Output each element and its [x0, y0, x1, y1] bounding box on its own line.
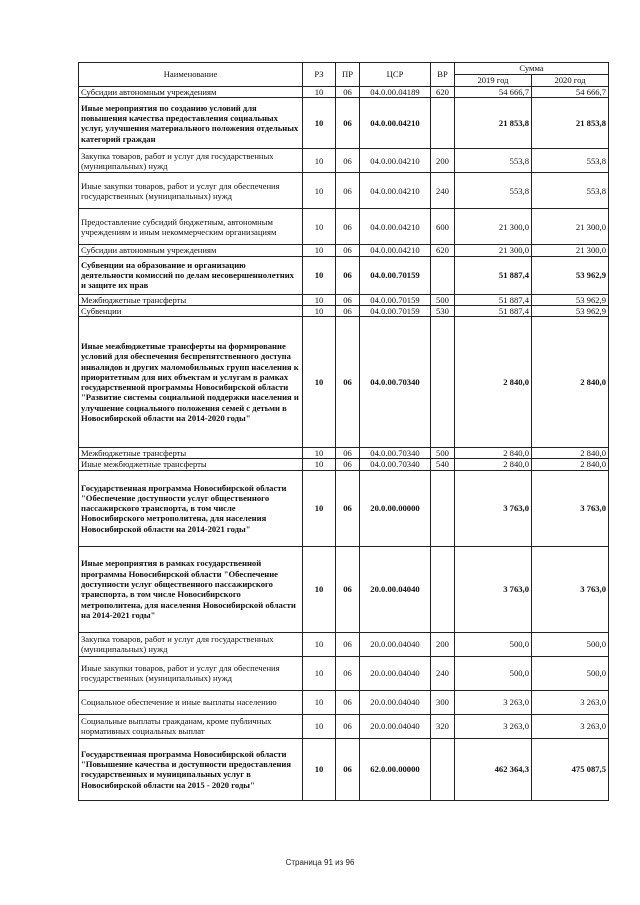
- row-pr: 06: [336, 714, 360, 738]
- row-amount-2019: 54 666,7: [455, 87, 532, 98]
- table-row: [79, 149, 609, 173]
- row-rz: 10: [303, 173, 336, 209]
- row-csr: 04.0.00.70159: [360, 294, 431, 305]
- row-pr: 06: [336, 256, 360, 294]
- row-pr: 06: [336, 459, 360, 470]
- row-rz: 10: [303, 317, 336, 448]
- row-csr: 04.0.00.04189: [360, 87, 431, 98]
- row-amount-2019: 2 840,0: [455, 317, 532, 448]
- row-name: Предоставление субсидий бюджетным, автономным учреждениям и иным некоммерческим организациям: [79, 209, 303, 245]
- row-name: Межбюджетные трансферты: [79, 294, 303, 305]
- table-row: [79, 173, 609, 209]
- row-rz: 10: [303, 714, 336, 738]
- header-pr: ПР: [336, 63, 360, 87]
- row-vr: 300: [431, 690, 455, 714]
- row-name: Иные мероприятия в рамках государственной программы Новосибирской области "Обеспечение доступности услуг общественного пассажирского транспорта, в том числе Новосибирского метрополитена, для населения Новосибирской области на 2014-2021 годы": [79, 546, 303, 632]
- row-vr: 240: [431, 656, 455, 690]
- row-amount-2020: 2 840,0: [532, 448, 609, 459]
- row-amount-2019: 51 887,4: [455, 256, 532, 294]
- row-vr: [431, 738, 455, 800]
- row-rz: 10: [303, 448, 336, 459]
- row-rz: 10: [303, 294, 336, 305]
- row-vr: 620: [431, 245, 455, 256]
- row-csr: 20.0.00.04040: [360, 690, 431, 714]
- row-csr: 20.0.00.04040: [360, 656, 431, 690]
- row-amount-2019: 462 364,3: [455, 738, 532, 800]
- row-name: Социальные выплаты гражданам, кроме публичных нормативных социальных выплат: [79, 714, 303, 738]
- row-csr: 04.0.00.04210: [360, 209, 431, 245]
- row-pr: 06: [336, 656, 360, 690]
- row-pr: 06: [336, 690, 360, 714]
- header-rz: РЗ: [303, 63, 336, 87]
- row-rz: 10: [303, 245, 336, 256]
- table-row: [79, 714, 609, 738]
- row-amount-2020: 53 962,9: [532, 305, 609, 316]
- row-csr: 04.0.00.70159: [360, 256, 431, 294]
- row-amount-2019: 21 300,0: [455, 209, 532, 245]
- table-row: [79, 87, 609, 98]
- table-row: [79, 738, 609, 800]
- row-name: Субсидии автономным учреждениям: [79, 87, 303, 98]
- table-row: [79, 546, 609, 632]
- row-rz: 10: [303, 470, 336, 546]
- row-amount-2020: 553,8: [532, 173, 609, 209]
- row-pr: 06: [336, 470, 360, 546]
- header-sum: Сумма: [455, 63, 609, 75]
- row-rz: 10: [303, 209, 336, 245]
- row-csr: 20.0.00.04040: [360, 632, 431, 656]
- row-amount-2020: 500,0: [532, 656, 609, 690]
- row-name: Межбюджетные трансферты: [79, 448, 303, 459]
- row-amount-2019: 3 763,0: [455, 470, 532, 546]
- row-pr: 06: [336, 173, 360, 209]
- row-name: Субвенции: [79, 305, 303, 316]
- row-pr: 06: [336, 448, 360, 459]
- table-row: [79, 448, 609, 459]
- row-name: Закупка товаров, работ и услуг для государственных (муниципальных) нужд: [79, 149, 303, 173]
- row-amount-2019: 21 300,0: [455, 245, 532, 256]
- row-name: Иные закупки товаров, работ и услуг для обеспечения государственных (муниципальных) нужд: [79, 656, 303, 690]
- row-csr: 20.0.00.00000: [360, 470, 431, 546]
- row-amount-2019: 553,8: [455, 149, 532, 173]
- row-rz: 10: [303, 149, 336, 173]
- row-amount-2019: 21 853,8: [455, 98, 532, 149]
- row-name: Государственная программа Новосибирской области "Обеспечение доступности услуг общественного пассажирского транспорта, в том числе Новосибирского метрополитена, для населения Новосибирской области на 2014-2021 годы": [79, 470, 303, 546]
- row-pr: 06: [336, 317, 360, 448]
- row-amount-2019: 2 840,0: [455, 448, 532, 459]
- row-vr: [431, 317, 455, 448]
- row-pr: 06: [336, 209, 360, 245]
- row-amount-2019: 2 840,0: [455, 459, 532, 470]
- row-amount-2020: 21 300,0: [532, 209, 609, 245]
- table-row: [79, 209, 609, 245]
- row-vr: 200: [431, 632, 455, 656]
- row-csr: 04.0.00.04210: [360, 245, 431, 256]
- row-amount-2020: 553,8: [532, 149, 609, 173]
- row-name: Иные межбюджетные трансферты на формирование условий для обеспечения беспрепятственного доступа инвалидов и других маломобильных групп населения к приоритетным для них объектам и услугам в рамках государственной программы Новосибирской области "Развитие системы социальной поддержки населения и улучшение социального положения семей с детьми в Новосибирской области на 2014-2020 годы": [79, 317, 303, 448]
- row-amount-2020: 3 263,0: [532, 690, 609, 714]
- row-name: Иные мероприятия по созданию условий для повышения качества предоставления социальных услуг, улучшения материального положения отдельных категорий граждан: [79, 98, 303, 149]
- row-name: Государственная программа Новосибирской области "Повышение качества и доступности предоставления государственных и муниципальных услуг в Новосибирской области на 2015 - 2020 годы": [79, 738, 303, 800]
- row-csr: 20.0.00.04040: [360, 714, 431, 738]
- row-rz: 10: [303, 87, 336, 98]
- row-amount-2019: 500,0: [455, 656, 532, 690]
- budget-table: [78, 62, 609, 801]
- table-row: [79, 690, 609, 714]
- row-amount-2020: 475 087,5: [532, 738, 609, 800]
- row-vr: 500: [431, 448, 455, 459]
- row-pr: 06: [336, 738, 360, 800]
- row-amount-2019: 51 887,4: [455, 294, 532, 305]
- row-pr: 06: [336, 245, 360, 256]
- row-vr: 240: [431, 173, 455, 209]
- table-row: [79, 632, 609, 656]
- header-2019: 2019 год: [455, 75, 532, 87]
- row-amount-2020: 3 763,0: [532, 546, 609, 632]
- row-amount-2020: 53 962,9: [532, 256, 609, 294]
- row-pr: 06: [336, 305, 360, 316]
- row-amount-2019: 3 763,0: [455, 546, 532, 632]
- row-rz: 10: [303, 305, 336, 316]
- header-name: Наименование: [79, 63, 303, 87]
- row-rz: 10: [303, 98, 336, 149]
- row-csr: 04.0.00.70340: [360, 317, 431, 448]
- header-csr: ЦСР: [360, 63, 431, 87]
- row-amount-2020: 500,0: [532, 632, 609, 656]
- row-csr: 20.0.00.04040: [360, 546, 431, 632]
- row-vr: [431, 256, 455, 294]
- row-vr: 540: [431, 459, 455, 470]
- table-row: [79, 245, 609, 256]
- row-vr: 320: [431, 714, 455, 738]
- row-vr: [431, 98, 455, 149]
- row-vr: 600: [431, 209, 455, 245]
- row-pr: 06: [336, 149, 360, 173]
- row-amount-2020: 54 666,7: [532, 87, 609, 98]
- row-amount-2019: 51 887,4: [455, 305, 532, 316]
- row-csr: 04.0.00.70340: [360, 459, 431, 470]
- table-row: [79, 294, 609, 305]
- row-rz: 10: [303, 256, 336, 294]
- row-csr: 04.0.00.04210: [360, 98, 431, 149]
- row-amount-2020: 2 840,0: [532, 459, 609, 470]
- row-csr: 04.0.00.70159: [360, 305, 431, 316]
- page-number: Страница 91 из 96: [285, 858, 355, 867]
- row-vr: 530: [431, 305, 455, 316]
- row-csr: 62.0.00.00000: [360, 738, 431, 800]
- row-vr: [431, 546, 455, 632]
- row-csr: 04.0.00.70340: [360, 448, 431, 459]
- row-name: Социальное обеспечение и иные выплаты населению: [79, 690, 303, 714]
- row-name: Иные межбюджетные трансферты: [79, 459, 303, 470]
- row-pr: 06: [336, 98, 360, 149]
- row-rz: 10: [303, 459, 336, 470]
- row-name: Субвенции на образование и организацию деятельности комиссий по делам несовершеннолетних и защите их прав: [79, 256, 303, 294]
- row-name: Субсидии автономным учреждениям: [79, 245, 303, 256]
- table-row: [79, 459, 609, 470]
- table-body: [79, 87, 609, 801]
- table-row: [79, 305, 609, 316]
- row-rz: 10: [303, 690, 336, 714]
- row-pr: 06: [336, 632, 360, 656]
- row-amount-2020: 3 763,0: [532, 470, 609, 546]
- row-csr: 04.0.00.04210: [360, 149, 431, 173]
- row-rz: 10: [303, 546, 336, 632]
- row-amount-2020: 2 840,0: [532, 317, 609, 448]
- row-vr: [431, 470, 455, 546]
- row-pr: 06: [336, 546, 360, 632]
- row-amount-2019: 3 263,0: [455, 714, 532, 738]
- row-pr: 06: [336, 87, 360, 98]
- row-amount-2020: 21 300,0: [532, 245, 609, 256]
- row-amount-2020: 3 263,0: [532, 714, 609, 738]
- row-vr: 500: [431, 294, 455, 305]
- row-name: Иные закупки товаров, работ и услуг для обеспечения государственных (муниципальных) нужд: [79, 173, 303, 209]
- table-row: [79, 656, 609, 690]
- row-rz: 10: [303, 632, 336, 656]
- row-pr: 06: [336, 294, 360, 305]
- header-vr: ВР: [431, 63, 455, 87]
- row-vr: 620: [431, 87, 455, 98]
- table-row: [79, 256, 609, 294]
- row-rz: 10: [303, 738, 336, 800]
- row-amount-2019: 500,0: [455, 632, 532, 656]
- row-amount-2020: 21 853,8: [532, 98, 609, 149]
- row-name: Закупка товаров, работ и услуг для государственных (муниципальных) нужд: [79, 632, 303, 656]
- row-vr: 200: [431, 149, 455, 173]
- table-row: [79, 98, 609, 149]
- row-amount-2020: 53 962,9: [532, 294, 609, 305]
- table-row: [79, 317, 609, 448]
- row-csr: 04.0.00.04210: [360, 173, 431, 209]
- row-rz: 10: [303, 656, 336, 690]
- row-amount-2019: 3 263,0: [455, 690, 532, 714]
- table-row: [79, 470, 609, 546]
- header-2020: 2020 год: [532, 75, 609, 87]
- row-amount-2019: 553,8: [455, 173, 532, 209]
